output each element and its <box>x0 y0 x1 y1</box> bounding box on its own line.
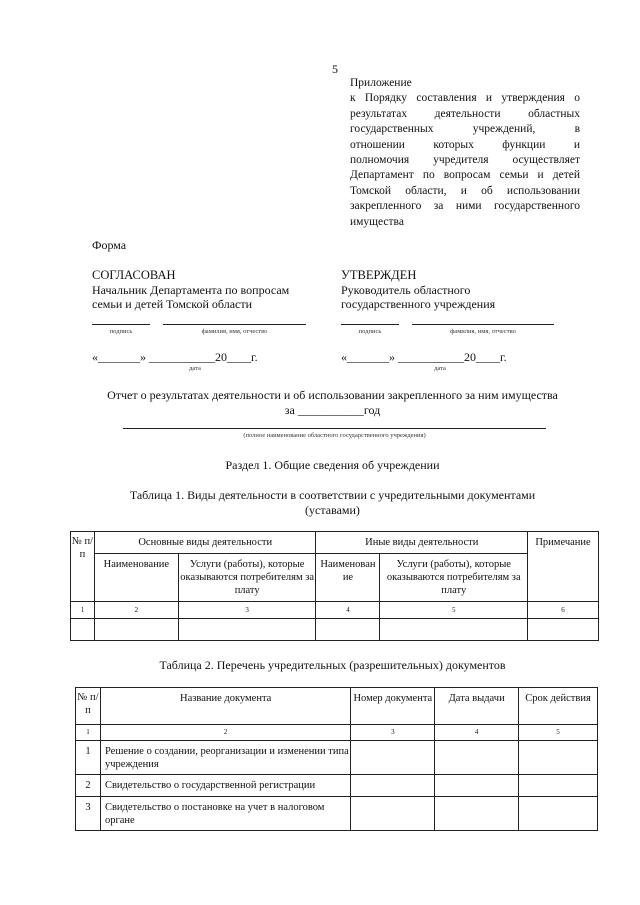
t2-row-name: Свидетельство о постановке на учет в налоговом органе <box>100 797 350 831</box>
appendix-line: полномочия учредителя осуществляет <box>350 154 580 167</box>
form-label: Форма <box>92 238 127 252</box>
approved-name-line[interactable] <box>412 324 554 325</box>
t1-colnum: 2 <box>94 602 178 619</box>
documents-table <box>75 687 598 831</box>
appendix-line: Приложение <box>350 77 412 89</box>
t2-colnum: 4 <box>435 725 519 741</box>
approved-heading: УТВЕРЖДЕН <box>341 268 417 282</box>
agreed-block <box>92 268 332 312</box>
t2-row-name: Решение о создании, реорганизации и изменении типа учреждения <box>100 741 350 775</box>
appendix-line: к Порядку составления и утверждения о <box>350 92 580 105</box>
page-number: 5 <box>332 62 338 76</box>
activities-table <box>70 531 599 641</box>
agreed-position-line2: семьи и детей Томской области <box>92 297 253 311</box>
t1-header-name1: Наименование <box>94 554 178 602</box>
table-row <box>76 775 598 797</box>
institution-name-line[interactable] <box>123 428 546 429</box>
t2-cell[interactable] <box>435 741 519 775</box>
t1-colnum: 1 <box>71 602 95 619</box>
t2-cell[interactable] <box>435 775 519 797</box>
approved-signature-line[interactable] <box>341 324 399 325</box>
t2-cell[interactable] <box>435 797 519 831</box>
approved-date[interactable]: «_______» ___________20____г. <box>341 350 507 364</box>
t1-cell[interactable] <box>94 619 178 641</box>
table1-title-line1: Таблица 1. Виды деятельности в соответствии с учредительными документами <box>129 488 536 502</box>
table-row <box>71 619 599 641</box>
t1-cell[interactable] <box>316 619 380 641</box>
appendix-line: результатах деятельности областных <box>350 107 580 120</box>
t1-header-main: Основные виды деятельности <box>94 532 316 554</box>
agreed-name-caption: фамилия, имя, отчество <box>201 328 268 335</box>
appendix-line: Департамент по вопросам семьи и детей <box>350 169 580 182</box>
t2-cell[interactable] <box>351 775 435 797</box>
report-title-line1: Отчет о результатах деятельности и об использовании закрепленного за ним имущества <box>107 388 558 402</box>
t1-cell[interactable] <box>528 619 599 641</box>
t1-header-services1: Услуги (работы), которые оказываются потребителям за плату <box>178 554 316 602</box>
appendix-line: государственных учреждений, в <box>350 123 580 136</box>
approved-name-caption: фамилия, имя, отчество <box>450 328 516 335</box>
t2-row-name: Свидетельство о государственной регистрации <box>100 775 350 797</box>
t2-colnum: 5 <box>519 725 598 741</box>
appendix-line: закрепленного за ними государственного <box>350 200 580 213</box>
approved-date-caption: дата <box>434 365 446 372</box>
t2-cell[interactable] <box>519 775 598 797</box>
agreed-sign-caption: подпись <box>109 328 133 335</box>
t1-header-name2: Наименован ие <box>316 554 380 602</box>
agreed-heading: СОГЛАСОВАН <box>92 268 176 282</box>
report-period[interactable]: за ___________год <box>284 403 381 417</box>
agreed-date[interactable]: «_______» ___________20____г. <box>92 350 258 364</box>
t2-header-docnum: Номер документа <box>351 688 435 725</box>
appendix-line: отношении которых функции и <box>350 138 580 151</box>
table1-title-line2: (уставами) <box>305 503 360 517</box>
t1-colnum: 6 <box>528 602 599 619</box>
t2-colnum: 1 <box>76 725 101 741</box>
report-title <box>60 388 605 418</box>
approved-position-line2: государственного учреждения <box>341 297 496 311</box>
t2-header-term: Срок действия <box>519 688 598 725</box>
appendix-line: Томской области, и об использовании <box>350 184 580 197</box>
t2-row-num: 3 <box>76 797 101 831</box>
t1-header-services2: Услуги (работы), которые оказываются потребителям за плату <box>380 554 528 602</box>
t1-colnum: 4 <box>316 602 380 619</box>
t1-cell[interactable] <box>380 619 528 641</box>
agreed-date-caption: дата <box>189 365 201 372</box>
t2-row-num: 2 <box>76 775 101 797</box>
section1-title: Раздел 1. Общие сведения об учреждении <box>225 458 440 472</box>
t2-header-name: Название документа <box>100 688 350 725</box>
t2-cell[interactable] <box>519 797 598 831</box>
t1-header-other: Иные виды деятельности <box>316 532 528 554</box>
t2-colnum: 3 <box>351 725 435 741</box>
approved-block <box>341 268 581 312</box>
agreed-signature-line[interactable] <box>92 324 150 325</box>
t1-header-note: Примечание <box>528 532 599 602</box>
t2-colnum: 2 <box>100 725 350 741</box>
t1-colnum: 5 <box>380 602 528 619</box>
table-row <box>76 741 598 775</box>
institution-caption: (полное наименование областного государственного учреждения) <box>243 432 426 439</box>
t2-cell[interactable] <box>351 741 435 775</box>
appendix-line: имущества <box>350 215 404 228</box>
t1-cell[interactable] <box>71 619 95 641</box>
t1-colnum: 3 <box>178 602 316 619</box>
approved-sign-caption: подпись <box>358 328 382 335</box>
approved-position-line1: Руководитель областного <box>341 282 471 297</box>
t2-header-num: № п/п <box>76 688 101 725</box>
t1-cell[interactable] <box>178 619 316 641</box>
t1-header-num: № п/п <box>71 532 95 602</box>
t2-row-num: 1 <box>76 741 101 775</box>
table-row <box>76 797 598 831</box>
t2-cell[interactable] <box>351 797 435 831</box>
table2-title: Таблица 2. Перечень учредительных (разрешительных) документов <box>159 658 506 672</box>
appendix-note <box>350 76 580 230</box>
table1-title <box>60 488 605 518</box>
t2-cell[interactable] <box>519 741 598 775</box>
agreed-name-line[interactable] <box>163 324 306 325</box>
agreed-position-line1: Начальник Департамента по вопросам <box>92 282 290 297</box>
t2-header-date: Дата выдачи <box>435 688 519 725</box>
